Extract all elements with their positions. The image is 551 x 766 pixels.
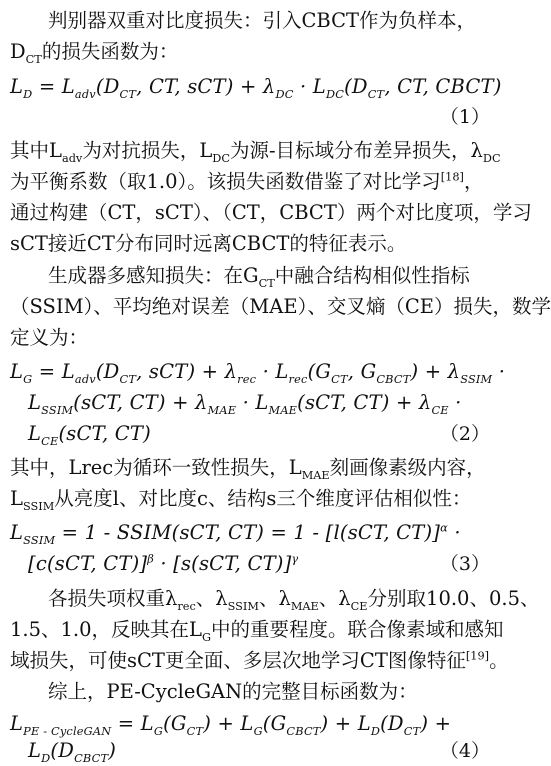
equation-2: $L_G = L_{adv}(D_{CT}$, $sCT) + \lambda_{rec} \cdot L_{rec}(G_{CT}$, $G_{CBCT}) + \lambda_{SSIM}$ · [10, 360, 506, 386]
equation-number-2: （2） [439, 423, 490, 445]
text-line: 判别器双重对比度损失：引入CBCT作为负样本， [48, 9, 477, 32]
text-line: 1.5、1.0，反映其在$L_G$中的重要程度。联合像素域和感知 [10, 618, 504, 644]
text-line: 其中，Lrec为循环一致性损失，$L_{MAE}$刻画像素级内容， [10, 456, 486, 482]
text-line: 域损失，可使sCT更全面、多层次地学习CT图像特征[19]。 [10, 649, 509, 672]
equation-number-3: （3） [439, 553, 490, 575]
equation-2-cont: $L_{SSIM}(sCT$, $CT) + \lambda_{MAE} \cdot L_{MAE}(sCT$, $CT) + \lambda_{CE}$ · [28, 391, 462, 417]
text-line: 综上，PE-CycleGAN的完整目标函数为： [48, 680, 418, 703]
text-line: 定义为： [10, 326, 89, 349]
text-line: 为平衡系数（取1.0）。该损失函数借鉴了对比学习[18]， [10, 170, 484, 193]
text-line: 生成器多感知损失：在$G_{CT}$中融合结构相似性指标 [48, 264, 470, 290]
text-line: （SSIM）、平均绝对误差（MAE）、交叉熵（CE）损失，数学 [10, 295, 551, 318]
equation-2-cont: $L_{CE}(sCT$, CT) [28, 422, 151, 448]
text-line: 各损失项权重$\lambda_{rec}$、$\lambda_{SSIM}$、$\lambda_{MAE}$、$\lambda_{CE}$分别取10.0、0.5、 [48, 587, 540, 613]
equation-1: $L_D = L_{adv}(D_{CT}$, CT, $sCT) + \lambda_{DC} \cdot L_{DC}(D_{CT}$, CT, CBCT) [10, 75, 502, 101]
text-line: $L_{SSIM}$从亮度l、对比度c、结构s三个维度评估相似性： [10, 487, 472, 513]
equation-4: $L_{PE - CycleGAN} = L_G(G_{CT}) + L_G(G_{CBCT}) + L_D(D_{CT})$ + [10, 712, 452, 738]
equation-3-cont: [c(sCT, CT)]$^\beta$ · [s(sCT, CT)]$^\gamma$ [28, 552, 299, 575]
equation-number-4: （4） [439, 740, 490, 762]
equation-4-cont: $L_D(D_{CBCT})$ [28, 739, 117, 765]
text-line: sCT接近CT分布同时远离CBCT的特征表示。 [10, 232, 407, 255]
text-line: $D_{CT}$的损失函数为： [10, 40, 179, 66]
text-line: 通过构建（CT，sCT）、（CT，CBCT）两个对比度项，学习 [10, 201, 532, 224]
equation-3: $L_{SSIM} = 1$ - SSIM(sCT, CT) = 1 - [l(sCT, CT)]$^\alpha$ · [10, 521, 461, 547]
text-line: 其中$L_{adv}$为对抗损失，$L_{DC}$为源-目标域分布差异损失，$\lambda_{DC}$ [10, 139, 501, 165]
equation-number-1: （1） [439, 106, 490, 128]
